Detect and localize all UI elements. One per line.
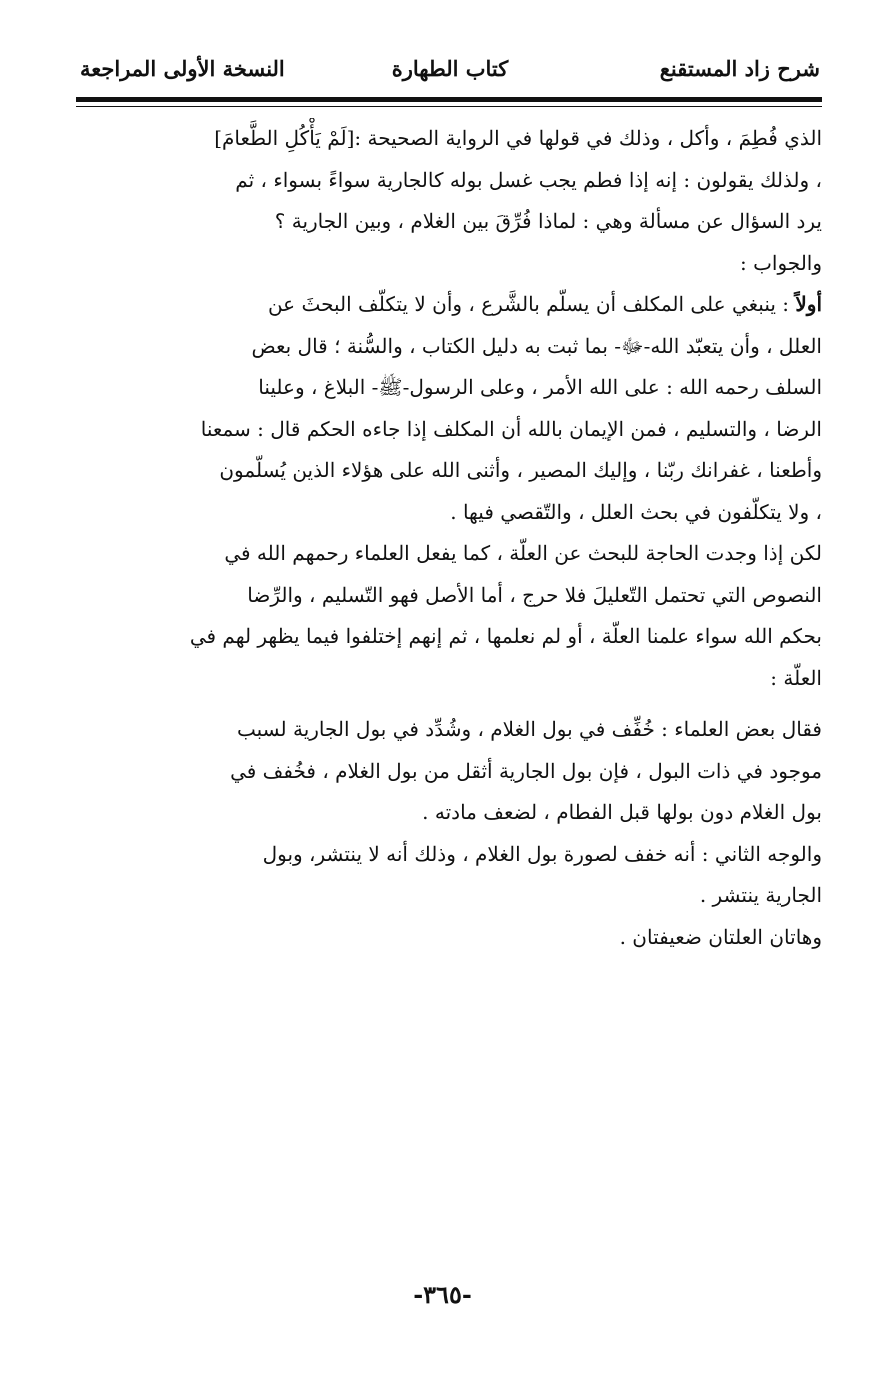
text-line: بول الغلام دون بولها قبل الفطام ، لضعف مادته . [422, 800, 822, 824]
text-line: وأطعنا ، غفرانك ربّنا ، وإليك المصير ، وأثنى الله على هؤلاء الذين يُسلّمون [219, 458, 822, 482]
answer-first-heading: أولاً [795, 292, 822, 316]
text-line: موجود في ذات البول ، فإن بول الجارية أثقل من بول الغلام ، فخُفف في [230, 758, 822, 783]
text-line: فقال بعض العلماء : خُفِّف في بول الغلام ، وشُدِّد في بول الجارية لسبب [237, 717, 822, 741]
header-rule-thick [76, 97, 822, 102]
text-line: الجارية ينتشر . [699, 883, 822, 907]
text-line: السلف رحمه الله : على الله الأمر ، وعلى الرسول-ﷺ- البلاغ ، وعلينا [258, 375, 822, 399]
page-body [76, 118, 822, 958]
text-line: العلل ، وأن يتعبّد الله-ﷻ- بما ثبت به دليل الكتاب ، والسُّنة ؛ قال بعض [251, 333, 822, 358]
text-line: النصوص التي تحتمل التّعليلَ فلا حرج ، أما الأصل فهو التّسليم ، والرِّضا [247, 582, 822, 607]
text-line: بحكم الله سواء علمنا العلّة ، أو لم نعلمها ، ثم إنهم إختلفوا فيما يظهر لهم في [189, 624, 822, 648]
text-line: يرد السؤال عن مسألة وهي : لماذا فُرِّقَ بين الغلام ، وبين الجارية ؟ [274, 209, 822, 233]
paragraph-spacer [76, 699, 822, 709]
text-line: ، ولذلك يقولون : إنه إذا فطم يجب غسل بوله كالجارية سواءً بسواء ، ثم [235, 167, 822, 192]
page-header [80, 56, 820, 90]
text-line: والجواب : [739, 250, 822, 275]
text-line: العلّة : [770, 665, 822, 690]
text-line: لكن إذا وجدت الحاجة للبحث عن العلّة ، كما يفعل العلماء رحمهم الله في [224, 541, 822, 565]
text-line: ، ولا يتكلّفون في بحث العلل ، والتّقصي فيها . [450, 499, 822, 524]
header-edition-note: النسخة الأولى المراجعة [80, 56, 285, 81]
text-line: والوجه الثاني : أنه خفف لصورة بول الغلام ، وذلك أنه لا ينتشر، وبول [262, 841, 822, 866]
text-line: وهاتان العلتان ضعيفتان . [619, 924, 822, 949]
header-chapter-title: كتاب الطهارة [391, 56, 509, 81]
text-line: الذي فُطِمَ ، وأكل ، وذلك في قولها في الرواية الصحيحة :[لَمْ يَأْكُلِ الطَّعامَ] [214, 126, 822, 150]
header-book-title: شرح زاد المستقنع [659, 56, 820, 81]
header-rule-thin [76, 106, 822, 107]
page-number: -٣٦٥- [413, 1280, 472, 1309]
text-line-rest: : ينبغي على المكلف أن يسلّم بالشَّرع ، وأن لا يتكلّف البحثَ عن [267, 292, 796, 316]
text-line [76, 284, 822, 326]
text-line: الرضا ، والتسليم ، فمن الإيمان بالله أن المكلف إذا جاءه الحكم قال : سمعنا [200, 416, 822, 441]
